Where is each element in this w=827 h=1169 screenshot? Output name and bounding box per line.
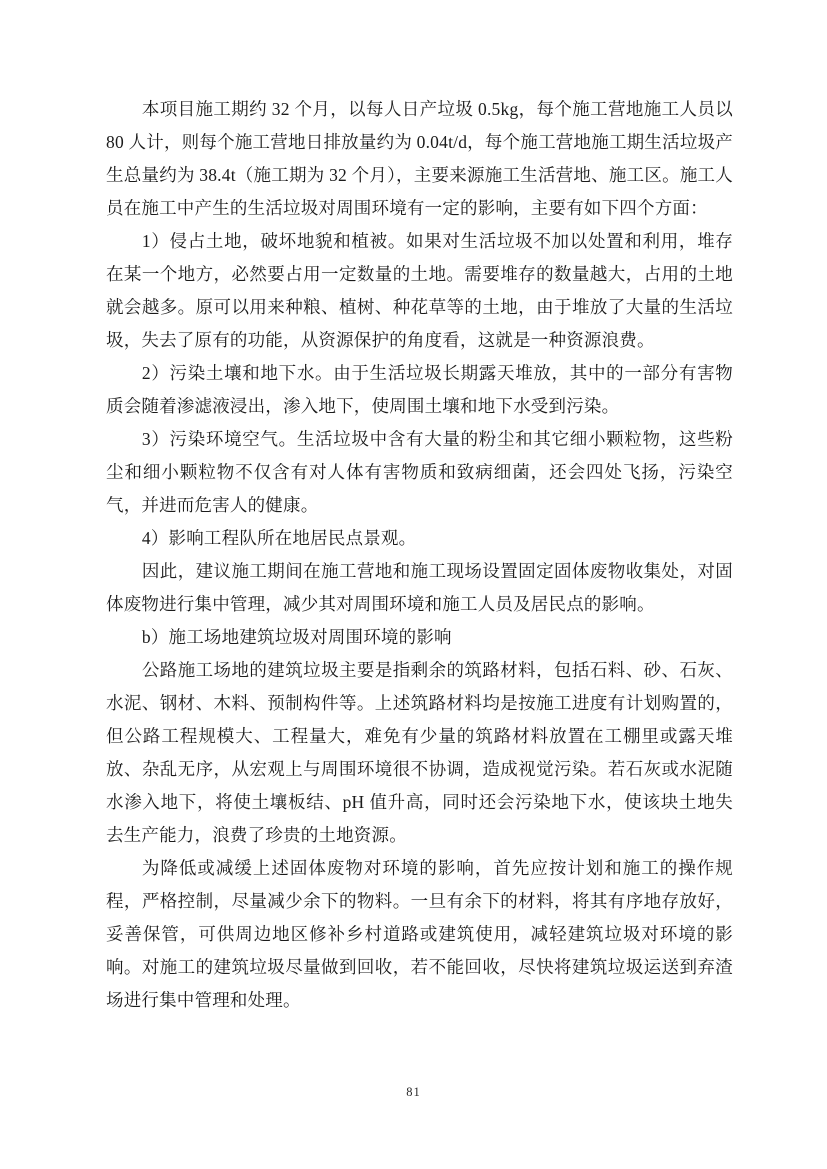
paragraph-recommendation: 因此，建议施工期间在施工营地和施工现场设置固定固体废物收集处，对固体废物进行集中管理，减少其对周围环境和施工人员及居民点的影响。 [106, 561, 733, 614]
paragraph-construction-waste: 公路施工场地的建筑垃圾主要是指剩余的筑路材料，包括石料、砂、石灰、水泥、钢材、木料、预制构件等。上述筑路材料均是按施工进度有计划购置的，但公路工程规模大、工程量大，难免有少量的筑路材料放置在工棚里或露天堆放、杂乱无序，从宏观上与周围环境很不协调，造成视觉污染。若石灰或水泥随水渗入地下，将使土壤板结、pH 值升高，同时还会污染地下水，使该块土地失去生产能力，浪费了珍贵的土地资源。 [106, 660, 733, 845]
text-body [106, 93, 733, 1017]
paragraph-subheading-b: b）施工场地建筑垃圾对周围环境的影响 [141, 627, 452, 647]
paragraph-item-4: 4）影响工程队所在地居民点景观。 [141, 528, 417, 548]
page-number: 81 [406, 1085, 421, 1099]
paragraph-mitigation: 为降低或减缓上述固体废物对环境的影响，首先应按计划和施工的操作规程，严格控制，尽量减少余下的物料。一旦有余下的材料，将其有序地存放好，妥善保管，可供周边地区修补乡村道路或建筑使用，减轻建筑垃圾对环境的影响。对施工的建筑垃圾尽量做到回收，若不能回收，尽快将建筑垃圾运送到弃渣场进行集中管理和处理。 [106, 858, 733, 1010]
paragraph-intro: 本项目施工期约 32 个月，以每人日产垃圾 0.5kg，每个施工营地施工人员以 80 人计，则每个施工营地日排放量约为 0.04t/d，每个施工营地施工期生活垃圾产生总量约为 38.4t（施工期为 32 个月），主要来源施工生活营地、施工区。施工人员在施工中产生的生活垃圾对周围环境有一定的影响，主要有如下四个方面： [106, 99, 733, 218]
paragraph-item-3: 3）污染环境空气。生活垃圾中含有大量的粉尘和其它细小颗粒物，这些粉尘和细小颗粒物不仅含有对人体有害物质和致病细菌，还会四处飞扬，污染空气，并进而危害人的健康。 [106, 429, 733, 515]
paragraph-item-2: 2）污染土壤和地下水。由于生活垃圾长期露天堆放，其中的一部分有害物质会随着渗滤液浸出，渗入地下，使周围土壤和地下水受到污染。 [106, 363, 733, 416]
paragraph-item-1: 1）侵占土地，破坏地貌和植被。如果对生活垃圾不加以处置和利用，堆存在某一个地方，必然要占用一定数量的土地。需要堆存的数量越大，占用的土地就会越多。原可以用来种粮、植树、种花草等的土地，由于堆放了大量的生活垃圾，失去了原有的功能，从资源保护的角度看，这就是一种资源浪费。 [106, 231, 733, 350]
